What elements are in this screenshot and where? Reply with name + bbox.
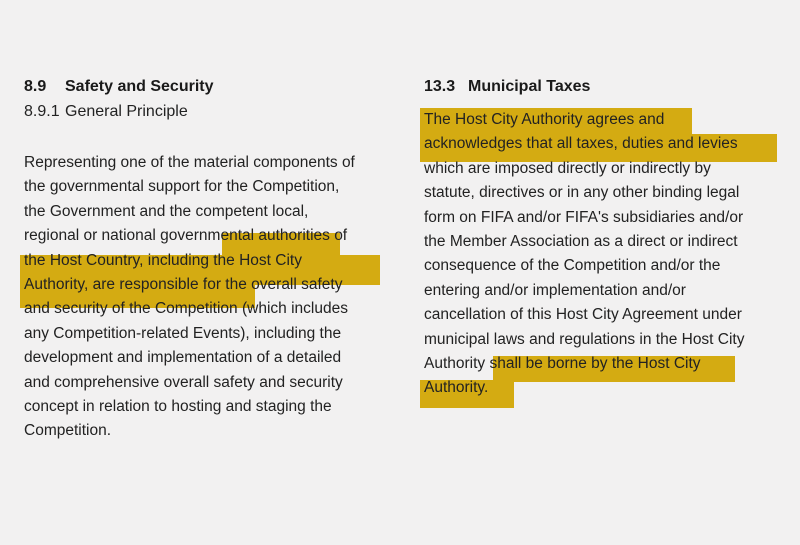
section-safety-security <box>24 75 404 444</box>
body-line: the Government and the competent local, <box>24 202 309 220</box>
body-line: and security of the Competition (which includes <box>24 300 348 318</box>
section-number: 8.9 <box>24 78 47 95</box>
body-line: consequence of the Competition and/or the <box>424 257 721 275</box>
body-line: acknowledges that all taxes, duties and levies <box>424 135 738 153</box>
body-line: cancellation of this Host City Agreement under <box>424 306 742 324</box>
body-line: Authority. <box>424 379 489 397</box>
body-line: the governmental support for the Competition, <box>24 178 340 196</box>
section-number: 13.3 <box>424 78 456 95</box>
body-line: the Member Association as a direct or indirect <box>424 232 738 250</box>
body-line: Representing one of the material components of <box>24 154 355 171</box>
section-title: Safety and Security <box>65 78 214 95</box>
body-line: regional or national governmental authorities of <box>24 227 348 245</box>
subsection-heading <box>24 99 404 125</box>
body-line: the Host Country, including the Host City <box>24 251 302 269</box>
body-line: Competition. <box>24 422 112 440</box>
body-line: and comprehensive overall safety and security <box>24 373 343 391</box>
body-line: statute, directives or in any other binding legal <box>424 184 740 202</box>
section-body <box>24 151 404 444</box>
subsection-number: 8.9.1 <box>24 103 60 120</box>
section-heading <box>424 75 784 99</box>
body-line: which are imposed directly or indirectly by <box>424 159 711 177</box>
body-line: entering and/or implementation and/or <box>424 281 686 299</box>
body-line: municipal laws and regulations in the Host City <box>424 330 745 348</box>
body-line: concept in relation to hosting and staging the <box>24 397 332 415</box>
body-line: Authority shall be borne by the Host City <box>424 354 701 372</box>
section-title: Municipal Taxes <box>468 78 591 95</box>
body-line: development and implementation of a detailed <box>24 349 342 367</box>
section-municipal-taxes <box>424 75 784 401</box>
body-line: The Host City Authority agrees and <box>424 111 665 128</box>
body-line: any Competition-related Events), including the <box>24 324 342 342</box>
subsection-title: General Principle <box>65 103 188 120</box>
section-body <box>424 108 784 401</box>
body-line: form on FIFA and/or FIFA's subsidiaries and/or <box>424 208 744 226</box>
section-heading <box>24 75 404 99</box>
body-line: Authority, are responsible for the overall safety <box>24 275 343 293</box>
